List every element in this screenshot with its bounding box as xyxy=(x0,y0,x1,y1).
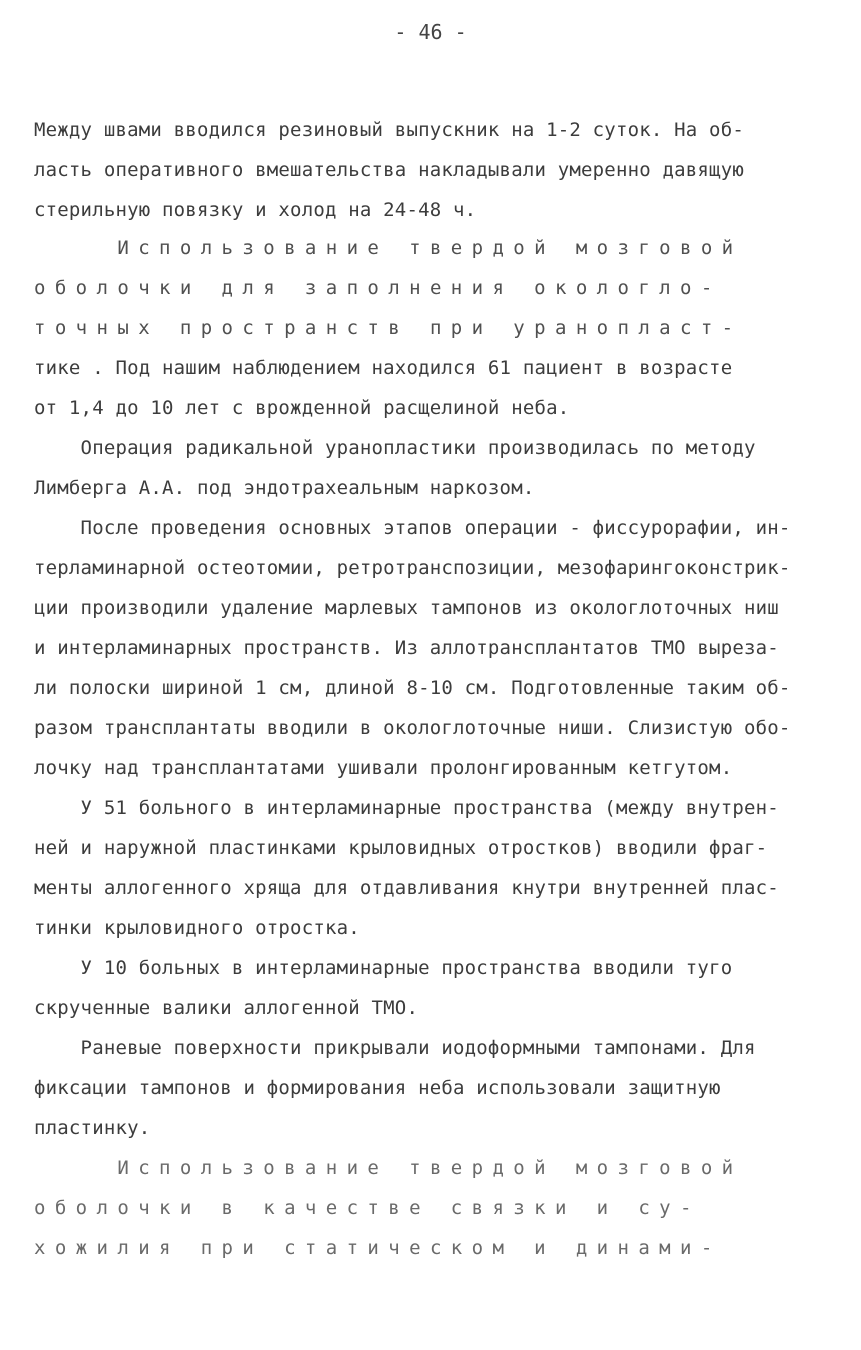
page-number: - 46 - xyxy=(394,20,467,44)
text-line: от 1,4 до 10 лет с врожденной расщелиной неба. xyxy=(34,397,570,419)
section-heading-line: Использование твердой мозговой xyxy=(34,1157,743,1179)
text-line: ли полоски шириной 1 см, длиной 8-10 см. Подготовленные таким об- xyxy=(34,677,791,699)
section-heading-line: Использование твердой мозговой xyxy=(34,237,743,259)
text-line: Между швами вводился резиновый выпускник на 1-2 суток. На об- xyxy=(34,119,744,141)
text-line: лочку над трансплантатами ушивали пролонгированным кетгутом. xyxy=(34,757,733,779)
text-line: Операция радикальной уранопластики производилась по методу xyxy=(34,437,756,459)
text-line: ласть оперативного вмешательства накладывали умеренно давящую xyxy=(34,159,744,181)
text-line: разом трансплантаты вводили в окологлоточные ниши. Слизистую обо- xyxy=(34,717,791,739)
text-line: стерильную повязку и холод на 24-48 ч. xyxy=(34,199,477,221)
text-line: тике . Под нашим наблюдением находился 61 пациент в возрасте xyxy=(34,357,733,379)
text-line: ции производили удаление марлевых тампонов из окологлоточных ниш xyxy=(34,597,779,619)
text-line: фиксации тампонов и формирования неба использовали защитную xyxy=(34,1077,721,1099)
text-line: терламинарной остеотомии, ретротранспозиции, мезофарингоконстрик- xyxy=(34,557,791,579)
text-line: ней и наружной пластинками крыловидных отростков) вводили фраг- xyxy=(34,837,768,859)
text-line: Лимберга А.А. под эндотрахеальным наркозом. xyxy=(34,477,535,499)
text-line: У 10 больных в интерламинарные пространства вводили туго xyxy=(34,957,733,979)
section-heading-line: хожилия при статическом и динами- xyxy=(34,1237,722,1259)
text-line: Раневые поверхности прикрывали иодоформными тампонами. Для xyxy=(34,1037,756,1059)
text-line: После проведения основных этапов операции - фиссурорафии, ин- xyxy=(34,517,791,539)
text-line: скрученные валики аллогенной ТМО. xyxy=(34,997,419,1019)
text-line: У 51 больного в интерламинарные пространства (между внутрен- xyxy=(34,797,779,819)
text-line: тинки крыловидного отростка. xyxy=(34,917,360,939)
text-line: менты аллогенного хряща для отдавливания кнутри внутренней плас- xyxy=(34,877,779,899)
section-heading-line: точных пространств при уранопласт- xyxy=(34,317,743,339)
text-line: и интерламинарных пространств. Из аллотрансплантатов ТМО выреза- xyxy=(34,637,779,659)
section-heading-line: оболочки для заполнения окологло- xyxy=(34,277,722,299)
text-line: пластинку. xyxy=(34,1117,151,1139)
section-heading-line: оболочки в качестве связки и су- xyxy=(34,1197,701,1219)
